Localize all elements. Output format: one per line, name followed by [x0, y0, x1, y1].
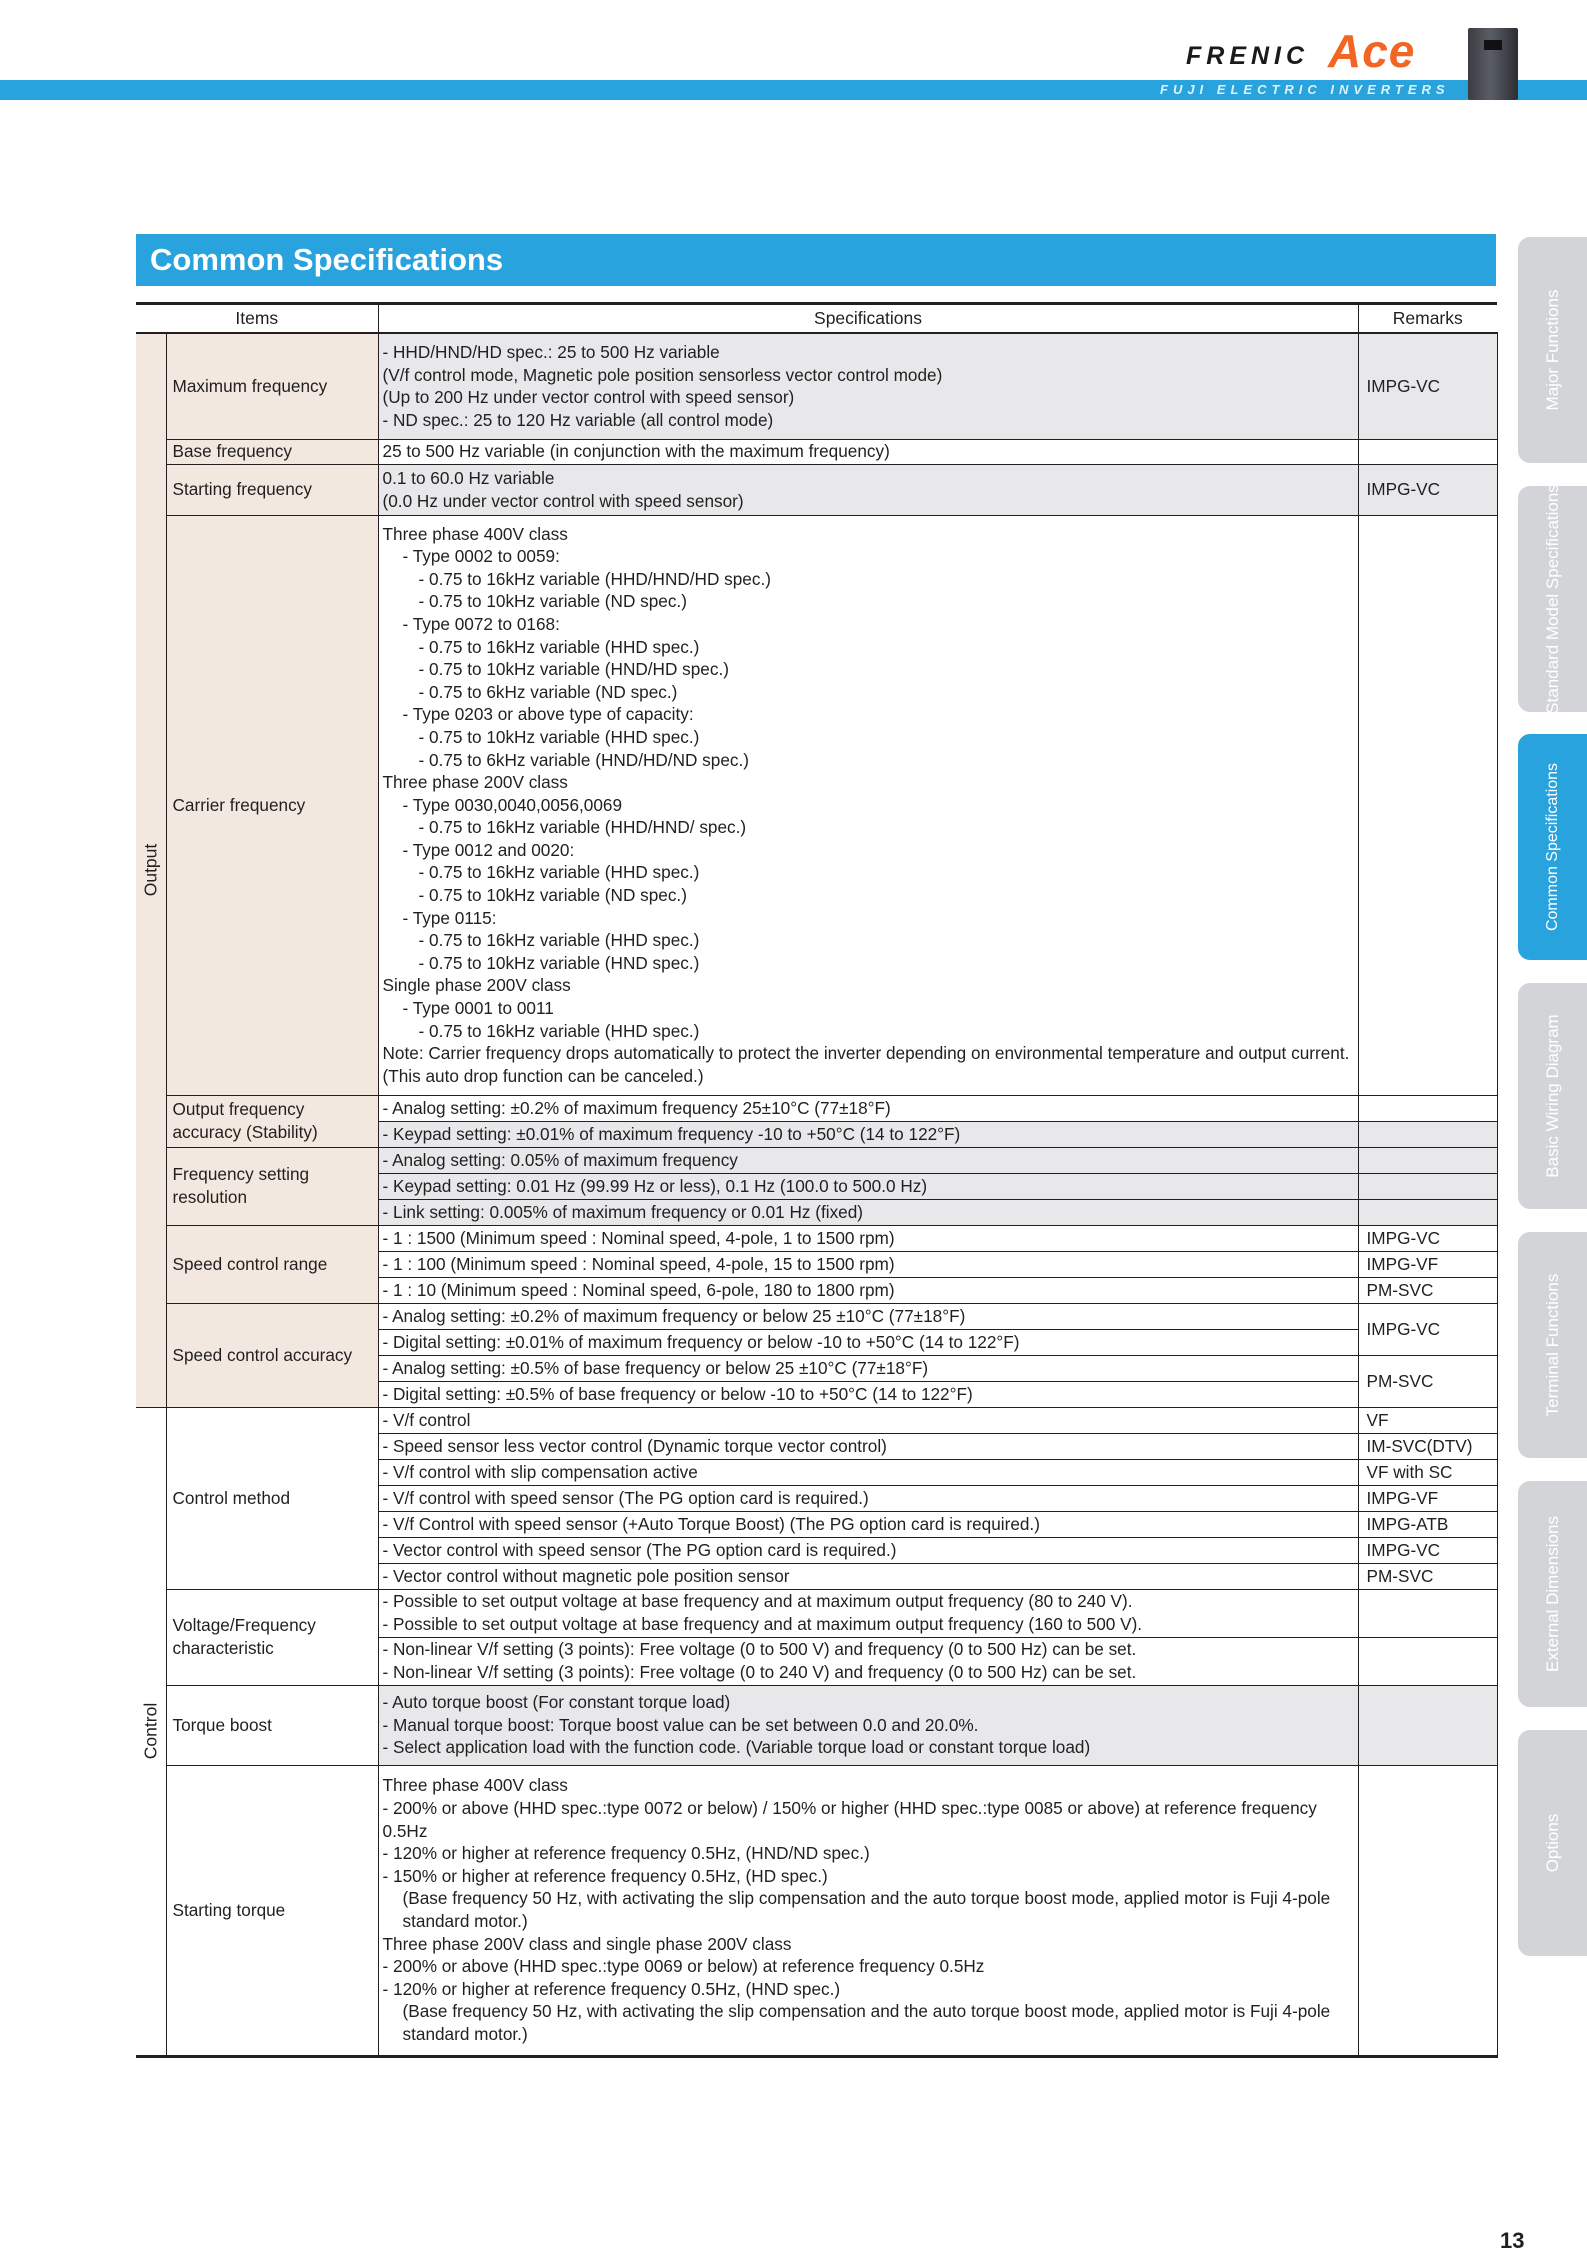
table-row	[136, 1303, 1497, 1329]
group-output	[136, 333, 166, 1407]
remark-cell: IMPG-VF	[1358, 1485, 1497, 1511]
remark-cell	[1358, 1173, 1497, 1199]
remark-cell: IM-SVC(DTV)	[1358, 1433, 1497, 1459]
remark-cell: PM-SVC	[1358, 1355, 1497, 1407]
item-starting-torque: Starting torque	[166, 1765, 378, 2056]
specifications-table	[136, 302, 1498, 2058]
item-torque-boost: Torque boost	[166, 1685, 378, 1765]
side-tab-major-functions[interactable]: Major Functions	[1518, 237, 1587, 463]
header-remarks: Remarks	[1358, 304, 1497, 334]
brand-accent: Ace	[1328, 25, 1416, 77]
table-row	[136, 333, 1497, 439]
table-row	[136, 1765, 1497, 2056]
header-items: Items	[136, 304, 378, 334]
table-row	[136, 1589, 1497, 1637]
group-label-output: Output	[140, 843, 161, 897]
remark-cell: VF	[1358, 1407, 1497, 1433]
spec-vf-output-voltage: - Possible to set output voltage at base frequency and at maximum output frequency (80 to 240 V). - Possible to set output voltage at base frequency and at maximum output frequency (160 to 500 V).	[378, 1589, 1358, 1637]
spec-starting-torque: Three phase 400V class - 200% or above (HHD spec.:type 0072 or below) / 150% or higher (HHD spec.:type 0085 or above) at reference frequency 0.5Hz - 120% or higher at reference frequency 0.5Hz, (HND/ND spec.) - 150% or higher at reference frequency 0.5Hz, (HD spec.) (Base frequency 50 Hz, with activating the slip compensation and the auto torque boost mode, applied motor is Fuji 4-pole standard motor.) Three phase 200V class and single phase 200V class - 200% or above (HHD spec.:type 0069 or below) at reference frequency 0.5Hz - 120% or higher at reference frequency 0.5Hz, (HND spec.) (Base frequency 50 Hz, with activating the slip compensation and the auto torque boost mode, applied motor is Fuji 4-pole standard motor.)	[378, 1765, 1358, 2056]
remark-cell	[1358, 1765, 1497, 2056]
spec-carrier-frequency: Three phase 400V class - Type 0002 to 0059: - 0.75 to 16kHz variable (HHD/HND/HD spec.) - 0.75 to 10kHz variable (ND spec.) - Type 0072 to 0168: - 0.75 to 16kHz variable (HHD spec.) - 0.75 to 10kHz variable (HND/HD spec.) - 0.75 to 6kHz variable (ND spec.) - Type 0203 or above type of capacity: - 0.75 to 10kHz variable (HHD spec.) - 0.75 to 6kHz variable (HND/HD/ND spec.) Three phase 200V class - Type 0030,0040,0056,0069 - 0.75 to 16kHz variable (HHD/HND/ spec.) - Type 0012 and 0020: - 0.75 to 16kHz variable (HHD spec.) - 0.75 to 10kHz variable (ND spec.) - Type 0115: - 0.75 to 16kHz variable (HHD spec.) - 0.75 to 10kHz variable (HND spec.) Single phase 200V class - Type 0001 to 0011 - 0.75 to 16kHz variable (HHD spec.) Note: Carrier frequency drops automatically to protect the inverter depending on environmental temperature and output current. (This auto drop function can be canceled.)	[378, 515, 1358, 1095]
side-tab-terminal-functions[interactable]: Terminal Functions	[1518, 1232, 1587, 1458]
inverter-product-image	[1468, 28, 1518, 100]
remark-cell: PM-SVC	[1358, 1277, 1497, 1303]
group-control	[136, 1407, 166, 2056]
spec-line: - V/f Control with speed sensor (+Auto Torque Boost) (The PG option card is required.)	[378, 1511, 1358, 1537]
spec-line: - V/f control with speed sensor (The PG option card is required.)	[378, 1485, 1358, 1511]
spec-line: - Analog setting: ±0.2% of maximum frequency or below 25 ±10°C (77±18°F)	[378, 1303, 1358, 1329]
table-header-row	[136, 304, 1497, 334]
remark-cell	[1358, 1121, 1497, 1147]
spec-line: - Digital setting: ±0.01% of maximum frequency or below -10 to +50°C (14 to 122°F)	[378, 1329, 1358, 1355]
item-base-frequency: Base frequency	[166, 439, 378, 464]
spec-line: - Analog setting: ±0.5% of base frequency or below 25 ±10°C (77±18°F)	[378, 1355, 1358, 1381]
spec-line: - Vector control without magnetic pole position sensor	[378, 1563, 1358, 1589]
remark-cell	[1358, 1147, 1497, 1173]
remark-cell	[1358, 1685, 1497, 1765]
spec-line: - Speed sensor less vector control (Dynamic torque vector control)	[378, 1433, 1358, 1459]
spec-line: - Analog setting: ±0.2% of maximum frequency 25±10°C (77±18°F)	[378, 1095, 1358, 1121]
remark-starting-frequency: IMPG-VC	[1358, 464, 1497, 515]
remark-cell	[1358, 1199, 1497, 1225]
item-starting-frequency: Starting frequency	[166, 464, 378, 515]
spec-line: - 1 : 10 (Minimum speed : Nominal speed, 6-pole, 180 to 1800 rpm)	[378, 1277, 1358, 1303]
remark-carrier-frequency	[1358, 515, 1497, 1095]
item-maximum-frequency: Maximum frequency	[166, 333, 378, 439]
remark-cell: PM-SVC	[1358, 1563, 1497, 1589]
spec-torque-boost: - Auto torque boost (For constant torque load) - Manual torque boost: Torque boost value can be set between 0.0 and 20.0%. - Select application load with the function code. (Variable torque load or constant torque load)	[378, 1685, 1358, 1765]
spec-starting-frequency: 0.1 to 60.0 Hz variable (0.0 Hz under vector control with speed sensor)	[378, 464, 1358, 515]
spec-line: - Analog setting: 0.05% of maximum frequency	[378, 1147, 1358, 1173]
table-row	[136, 1407, 1497, 1433]
table-row	[136, 1095, 1497, 1121]
remark-cell	[1358, 1095, 1497, 1121]
side-tab-external-dimensions[interactable]: External Dimensions	[1518, 1481, 1587, 1707]
table-row	[136, 1147, 1497, 1173]
remark-cell: IMPG-VC	[1358, 1537, 1497, 1563]
item-output-frequency-accuracy: Output frequency accuracy (Stability)	[166, 1095, 378, 1147]
remark-cell: VF with SC	[1358, 1459, 1497, 1485]
remark-maximum-frequency: IMPG-VC	[1358, 333, 1497, 439]
spec-maximum-frequency: - HHD/HND/HD spec.: 25 to 500 Hz variable (V/f control mode, Magnetic pole position sensorless vector control mode) (Up to 200 Hz under vector control with speed sensor) - ND spec.: 25 to 120 Hz variable (all control mode)	[378, 333, 1358, 439]
section-title: Common Specifications	[136, 234, 1496, 286]
table-row	[136, 464, 1497, 515]
spec-line: - Digital setting: ±0.5% of base frequency or below -10 to +50°C (14 to 122°F)	[378, 1381, 1358, 1407]
remark-cell: IMPG-ATB	[1358, 1511, 1497, 1537]
spec-vf-nonlinear: - Non-linear V/f setting (3 points): Free voltage (0 to 500 V) and frequency (0 to 500 Hz) can be set. - Non-linear V/f setting (3 points): Free voltage (0 to 240 V) and frequency (0 to 500 Hz) can be set.	[378, 1637, 1358, 1685]
side-tab-options[interactable]: Options	[1518, 1730, 1587, 1956]
remark-cell	[1358, 1589, 1497, 1637]
side-tab-common-specifications[interactable]: Common Specifications	[1518, 734, 1587, 960]
remark-base-frequency	[1358, 439, 1497, 464]
remark-cell: IMPG-VC	[1358, 1303, 1497, 1355]
item-speed-control-range: Speed control range	[166, 1225, 378, 1303]
side-tab-basic-wiring-diagram[interactable]: Basic Wiring Diagram	[1518, 983, 1587, 1209]
spec-line: - Vector control with speed sensor (The PG option card is required.)	[378, 1537, 1358, 1563]
table-row	[136, 515, 1497, 1095]
item-carrier-frequency: Carrier frequency	[166, 515, 378, 1095]
table-row	[136, 1225, 1497, 1251]
spec-line: - Link setting: 0.005% of maximum frequency or 0.01 Hz (fixed)	[378, 1199, 1358, 1225]
spec-line: - Keypad setting: ±0.01% of maximum frequency -10 to +50°C (14 to 122°F)	[378, 1121, 1358, 1147]
spec-line: - 1 : 100 (Minimum speed : Nominal speed, 4-pole, 15 to 1500 rpm)	[378, 1251, 1358, 1277]
group-label-control: Control	[140, 1702, 161, 1760]
spec-line: - V/f control	[378, 1407, 1358, 1433]
side-tab-standard-model-specifications[interactable]: Standard Model Specifications	[1518, 486, 1587, 712]
spec-line: - V/f control with slip compensation active	[378, 1459, 1358, 1485]
spec-base-frequency: 25 to 500 Hz variable (in conjunction with the maximum frequency)	[378, 439, 1358, 464]
brand-name: FRENIC	[1186, 42, 1310, 70]
item-frequency-setting-resolution: Frequency setting resolution	[166, 1147, 378, 1225]
spec-line: - Keypad setting: 0.01 Hz (99.99 Hz or less), 0.1 Hz (100.0 to 500.0 Hz)	[378, 1173, 1358, 1199]
table-row	[136, 1685, 1497, 1765]
item-control-method: Control method	[166, 1407, 378, 1589]
remark-cell: IMPG-VF	[1358, 1251, 1497, 1277]
item-voltage-frequency-characteristic: Voltage/Frequency characteristic	[166, 1589, 378, 1685]
spec-line: - 1 : 1500 (Minimum speed : Nominal speed, 4-pole, 1 to 1500 rpm)	[378, 1225, 1358, 1251]
remark-cell: IMPG-VC	[1358, 1225, 1497, 1251]
brand-subtitle: FUJI ELECTRIC INVERTERS	[1160, 82, 1450, 97]
header-specifications: Specifications	[378, 304, 1358, 334]
page-number: 13	[1500, 2228, 1525, 2253]
remark-cell	[1358, 1637, 1497, 1685]
item-speed-control-accuracy: Speed control accuracy	[166, 1303, 378, 1407]
table-row	[136, 439, 1497, 464]
